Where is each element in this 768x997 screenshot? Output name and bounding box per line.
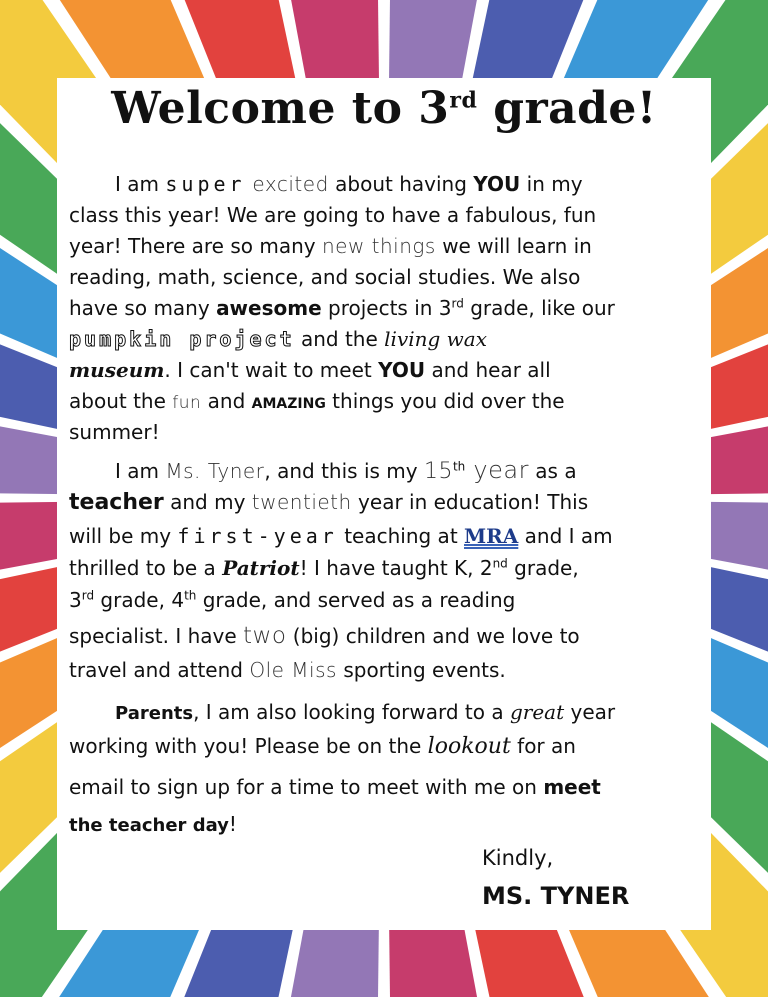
signature-name: MS. TYNER [482,882,630,910]
letter-card [57,78,711,930]
page-title: Welcome to 3rd grade! [111,83,657,134]
p1-line-6: pumpkin project and the living wax [69,327,488,351]
p3-line-4: the teacher day! [69,812,237,836]
p2-line-7: travel and attend Ole Miss sporting events. [69,658,506,682]
p2-line-3: will be my first-year teaching at MRA and I am [69,524,613,548]
closing-word: Kindly, [482,846,554,870]
p3-line-3: email to sign up for a time to meet with me on meet [69,775,601,799]
p2-line-4: thrilled to be a Patriot! I have taught K, 2nd grade, [69,556,579,580]
p1-line-1: I am super excited about having YOU in my [115,172,583,196]
p1-line-3: year! There are so many new things we will learn in [69,234,592,258]
p1-line-4: reading, math, science, and social studies. We also [69,265,581,289]
p2-line-5: 3rd grade, 4th grade, and served as a reading [69,588,516,612]
p2-line-1: I am Ms. Tyner, and this is my 15th year as a [115,456,577,484]
p1-line-5: have so many awesome projects in 3rd grade, like our [69,296,615,320]
p2-line-2: teacher and my twentieth year in education! This [69,490,589,515]
p1-line-8: about the fun and AMAZING things you did over the [69,389,565,413]
p1-line-9: summer! [69,420,160,444]
p1-line-7: museum. I can't wait to meet YOU and hear all [69,358,551,382]
p3-line-2: working with you! Please be on the lookout for an [69,734,576,759]
p3-line-1: Parents, I am also looking forward to a great year [115,700,616,724]
p2-line-6: specialist. I have two (big) children and we love to [69,623,580,649]
p1-line-2: class this year! We are going to have a fabulous, fun [69,203,597,227]
